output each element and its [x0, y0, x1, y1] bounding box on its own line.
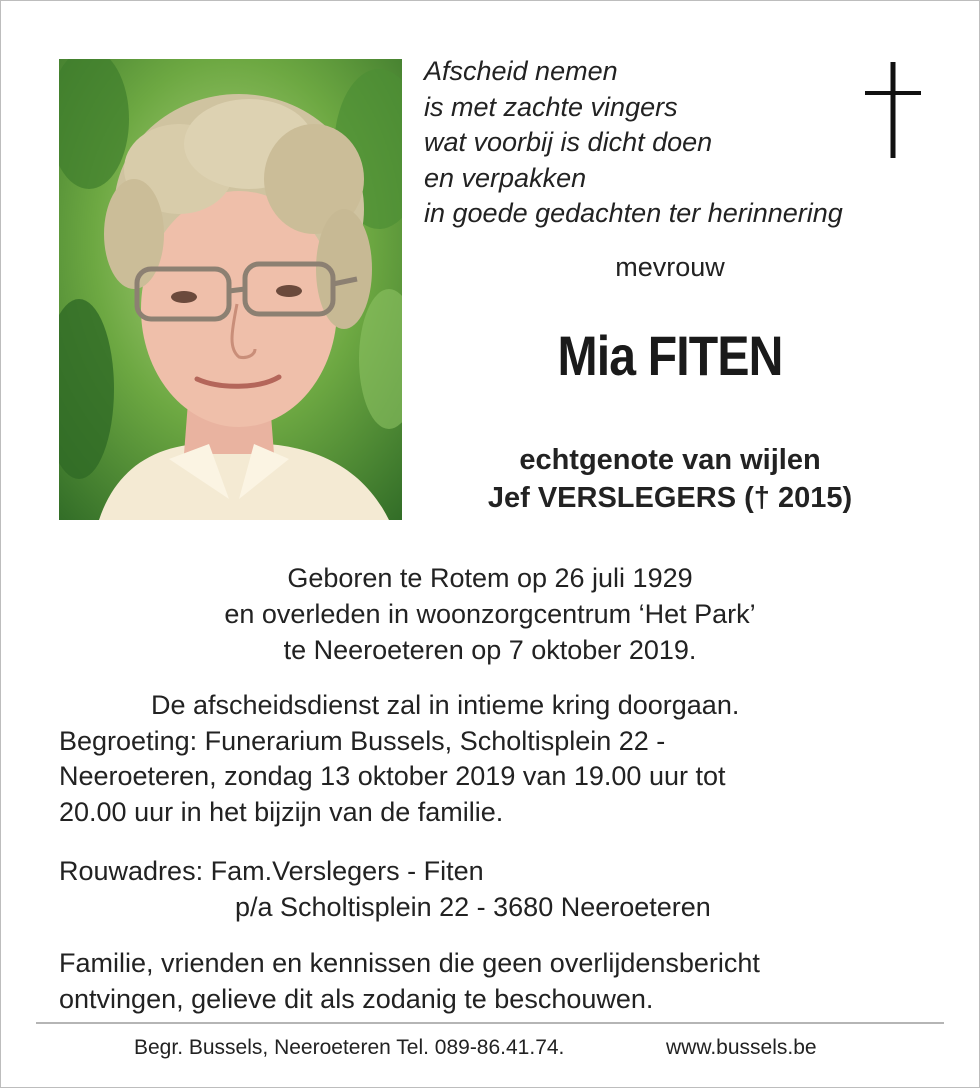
deceased-name: Mia FITEN: [557, 324, 783, 387]
family-note: [59, 946, 939, 1017]
birth-line: Geboren te Rotem op 26 juli 1929: [287, 563, 693, 593]
birth-line: te Neeroeteren op 7 oktober 2019.: [283, 635, 697, 665]
service-info: [59, 688, 939, 830]
family-note-line: ontvingen, gelieve dit als zodanig te beschouwen.: [59, 983, 654, 1014]
poem-line: Afscheid nemen: [424, 56, 618, 86]
address-line-2: p/a Scholtisplein 22 - 3680 Neeroeteren: [235, 892, 711, 922]
title-prefix: mevrouw: [615, 252, 725, 282]
footer-company: Begr. Bussels, Neeroeteren Tel. 089-86.41.74.: [134, 1036, 565, 1059]
poem-line: is met zachte vingers: [424, 91, 678, 122]
birth-death-info: [120, 560, 860, 668]
mourning-address: [59, 853, 939, 925]
family-note-line: Familie, vrienden en kennissen die geen overlijdensbericht: [59, 948, 760, 978]
poem-line: wat voorbij is dicht doen: [424, 127, 713, 157]
footer: [134, 1036, 894, 1060]
poem: [424, 54, 924, 232]
service-line: Neeroeteren, zondag 13 oktober 2019 van 19.00 uur tot: [59, 761, 726, 791]
service-line: 20.00 uur in het bijzijn van de familie.: [59, 796, 504, 827]
portrait-photo: [59, 59, 402, 520]
service-line: Begroeting: Funerarium Bussels, Scholtisplein 22 -: [59, 725, 666, 756]
spouse-line-1: echtgenote van wijlen: [519, 444, 821, 476]
cross-icon: [865, 62, 921, 158]
address-line-1: Rouwadres: Fam.Verslegers - Fiten: [59, 856, 484, 886]
poem-line: en verpakken: [424, 162, 587, 193]
spouse-line-2: Jef VERSLEGERS († 2015): [487, 482, 853, 514]
footer-website-link[interactable]: www.bussels.be: [666, 1036, 817, 1059]
spouse-info: [420, 441, 920, 517]
poem-line: in goede gedachten ter herinnering: [424, 198, 843, 228]
birth-line: en overleden in woonzorgcentrum ‘Het Park’: [224, 599, 756, 629]
service-line: De afscheidsdienst zal in intieme kring doorgaan.: [151, 690, 740, 720]
footer-divider: [36, 1022, 944, 1024]
